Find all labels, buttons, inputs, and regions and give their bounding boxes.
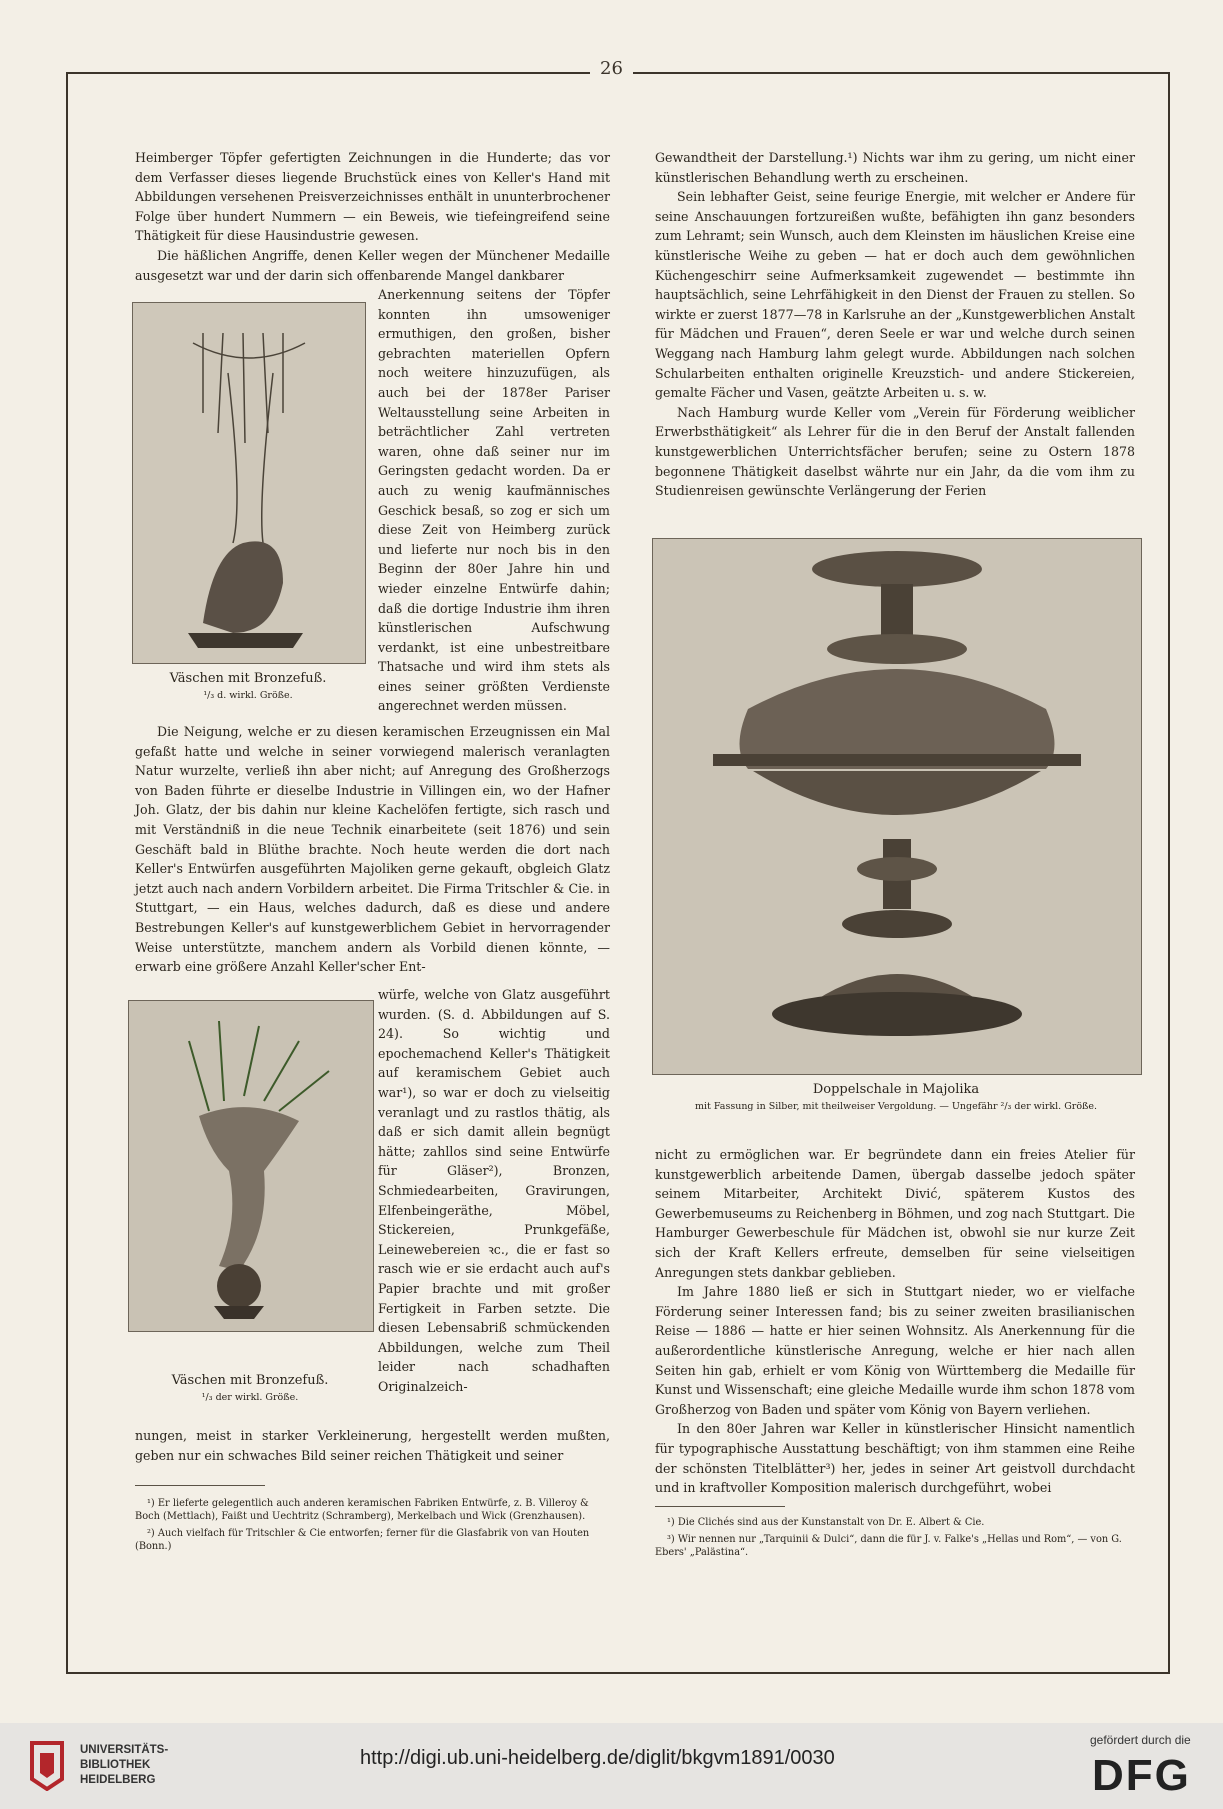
left-column-top [135, 148, 610, 285]
figure3-subcaption: mit Fassung in Silber, mit theilweiser Vergoldung. — Ungefähr ²/₃ der wirkl. Größe. [694, 1101, 1098, 1112]
footnote-rule [655, 1506, 785, 1507]
paragraph: nungen, meist in starker Verkleinerung, hergestellt werden mußten, geben nur ein schwaches Bild seiner reichen Thätigkeit und seiner [135, 1428, 610, 1463]
paragraph: Heimberger Töpfer gefertigten Zeichnungen in die Hunderte; das vor dem Verfasser dieses liegende Bruchstück eines von Keller's Hand mit Abbildungen versehenen Preisverzeichnisses enthält in ununterbrochener Folge über hundert Nummern — ein Beweis, wie tiefeingreifend seine Thätigkeit für diese Hausindustrie gewesen. [135, 150, 610, 244]
paragraph: Im Jahre 1880 ließ er sich in Stuttgart nieder, wo er vielfache Förderung seiner Interessen fand; bis zu seiner zweiten brasilianischen Reise — 1886 — hatte er hier seinen Wohnsitz. Als Anerkennung für die außerordentliche künstlerische Anregung, welche er hier nach allen Seiten hin gab, erhielt er vom König von Württemberg die Medaille für Kunst und Wissenschaft; eine gleiche Medaille wurde ihm schon 1878 vom Großherzog von Baden und später vom König von Bayern verliehen. [655, 1284, 1135, 1417]
left-column-middle [135, 722, 610, 977]
right-column-bottom [655, 1145, 1135, 1498]
left-column-wrap-1 [378, 285, 610, 716]
page-number: 26 [590, 58, 633, 79]
vase-dolphin-illustration [133, 303, 365, 663]
figure2-scale: ¹/₃ der wirkl. Größe. [201, 1392, 299, 1403]
left-column-wrap-2 [378, 985, 610, 1396]
right-column-top [655, 148, 1135, 501]
paragraph: In den 80er Jahren war Keller in künstlerischer Hinsicht namentlich für typographische Ausstattung beschäftigt; von ihm stammen eine Reihe der schönsten Titelblätter³) her, jedes in seiner Art geistvoll durchdacht und in kraftvoller Komposition malerisch durchgeführt, wobei [655, 1421, 1135, 1496]
funded-by-label: gefördert durch die [1090, 1733, 1191, 1747]
paragraph: Sein lebhafter Geist, seine feurige Energie, mit welcher er Andere für seine Anschauungen fortzureißen wußte, befähigten ihn ganz besonders zum Lehramt; sein Wunsch, auch dem Kleinsten im häuslichen Kreise eine künstlerische Weihe zu geben — hat er doch auch dem gewöhnlichen Küchengeschirr seine Aufmerksamkeit zugewendet — bestimmte ihn hauptsächlich, seine Lehrfähigkeit in den Dienst der Frauen zu stellen. So wirkte er zuerst 1877—78 in Karlsruhe an der „Kunstgewerblichen Anstalt für Mädchen und Frauen“, deren Seele er war und welche durch seinen Weggang nach Hamburg lahm gelegt wurde. Abbildungen nach solchen Schularbeiten enthalten originelle Kreuzstich- und andere Stickereien, gemalte Fächer und Vasen, geätzte Arbeiten u. s. w. [655, 189, 1135, 401]
source-url-link[interactable]: http://digi.ub.uni-heidelberg.de/diglit/bkgvm1891/0030 [360, 1747, 835, 1769]
paragraph: nicht zu ermöglichen war. Er begründete dann ein freies Atelier für kunstgewerblich arbeitende Damen, übergab dasselbe jedoch später seinem Mitarbeiter, Architekt Divić, späterem Kustos des Gewerbemuseums zu Reichenberg in Böhmen, und zog nach Stuttgart. Die Hamburger Gewerbeschule für Mädchen ist, obwohl sie nur kurze Zeit sich der Kraft Kellers erfreute, demselben für seine vielseitigen Anregungen stets dankbar geblieben. [655, 1147, 1135, 1280]
footnote: ¹) Er lieferte gelegentlich auch anderen keramischen Fabriken Entwürfe, z. B. Villeroy & Boch (Mettlach), Faißt und Uechtritz (Schramberg), Merkelbach und Wick (Grenzhausen). [135, 1498, 589, 1522]
paragraph: würfe, welche von Glatz ausgeführt wurden. (S. d. Abbildungen auf S. 24). So wichtig und epochemachend Keller's Thätigkeit auf keramischem Gebiet auch war¹), so war er doch zu vielseitig veranlagt und zu rastlos thätig, als daß er sich damit allein begnügt hätte; zahllos sind seine Entwürfe für Gläser²), Bronzen, Schmiedearbeiten, Gravirungen, Elfenbeingeräthe, Möbel, Stickereien, Prunkgefäße, Leinewebereien ꝛc., die er fast so rasch wie er sie erdacht auch auf's Papier brachte und mit großer Fertigkeit in Farben setzte. Die diesen Lebensabriß schmückenden Abbildungen, welche zum Theil leider nach schadhaften Originalzeich- [378, 987, 610, 1394]
figure-vase-dolphin [132, 302, 366, 664]
vase-horn-illustration [129, 1001, 373, 1331]
paragraph: Gewandtheit der Darstellung.¹) Nichts war ihm zu gering, um nicht einer künstlerischen Behandlung werth zu erscheinen. [655, 150, 1135, 185]
footnotes-right [655, 1516, 1135, 1563]
footnote: ²) Auch vielfach für Tritschler & Cie entworfen; ferner für die Glasfabrik von van Houten (Bonn.) [135, 1528, 590, 1552]
figure3-caption: Doppelschale in Majolika [812, 1082, 980, 1097]
footnote: ³) Wir nennen nur „Tarquinii & Dulci“, dann die für J. v. Falke's „Hellas und Rom“, — von G. Ebers' „Palästina“. [655, 1534, 1122, 1558]
paragraph: Die häßlichen Angriffe, denen Keller wegen der Münchener Medaille ausgesetzt war und der darin sich offenbarende Mangel dankbarer [135, 247, 610, 283]
figure2-caption: Väschen mit Bronzefuß. [171, 1373, 329, 1388]
footnote: ¹) Die Clichés sind aus der Kunstanstalt von Dr. E. Albert & Cie. [667, 1517, 985, 1528]
dfg-logo: DFG [1092, 1751, 1191, 1800]
figure-vase-horn [128, 1000, 374, 1332]
paragraph: Die Neigung, welche er zu diesen keramischen Erzeugnissen ein Mal gefaßt hatte und welche in seiner vorwiegend malerisch veranlagten Natur wurzelte, verließ ihn aber nicht; auf Anregung des Großherzogs von Baden führte er dieselbe Industrie in Villingen ein, wo der Hafner Joh. Glatz, der bis dahin nur kleine Kachelöfen fertigte, sich rasch und mit Verständniß in die neue Technik einarbeitete (seit 1876) und sein Geschäft bald in Blüthe brachte. Noch heute werden die dort nach Keller's Entwürfen ausgeführten Majoliken gerne gekauft, obgleich Glatz jetzt auch nach andern Vorbildern arbeitet. Die Firma Tritschler & Cie. in Stuttgart, — ein Haus, welches dadurch, daß es diese und andere Bestrebungen Keller's auf kunstgewerblichem Gebiet in hervorragender Weise unterstützte, manchem andern als Vorbild dienen könnte, — erwarb eine größere Anzahl Keller'scher Ent- [135, 724, 610, 975]
digitization-footer [0, 1723, 1223, 1809]
figure-double-bowl [652, 538, 1142, 1075]
left-column-tail [135, 1426, 610, 1465]
paragraph: Anerkennung seitens der Töpfer konnten ihn umsoweniger ermuthigen, den großen, bisher gebrachten materiellen Opfern noch weitere hinzuzufügen, als auch bei der 1878er Pariser Weltausstellung seine Arbeiten in beträchtlicher Zahl vertreten waren, ohne daß seiner nur im Geringsten gedacht worden. Da er auch zu wenig kaufmännisches Geschick besaß, so zog er sich um diese Zeit von Heimberg zurück und lieferte nur noch bis in den Beginn der 80er Jahre hin und wieder einzelne Entwürfe dahin; daß die dortige Industrie ihm ihren künstlerischen Aufschwung verdankt, ist eine unbestreitbare Thatsache und wird ihm stets als eines seiner größten Verdienste angerechnet werden müssen. [378, 287, 610, 714]
footnotes-left [135, 1497, 610, 1557]
paragraph: Nach Hamburg wurde Keller vom „Verein für Förderung weiblicher Erwerbsthätigkeit“ als Lehrer für die in den Beruf der Anstalt fallenden kunstgewerblichen Unterrichtsfächer berufen; seine zu Ostern 1878 begonnene Thätigkeit daselbst währte nur ein Jahr, da die vom ihm zu Studienreisen gewünschte Verlängerung der Ferien [655, 404, 1135, 499]
library-name: UNIVERSITÄTS- BIBLIOTHEK HEIDELBERG [80, 1744, 169, 1786]
figure1-caption: Väschen mit Bronzefuß. [169, 671, 327, 686]
footnote-rule [135, 1485, 265, 1486]
university-library-logo-icon [24, 1739, 70, 1791]
double-bowl-illustration [653, 539, 1141, 1074]
figure1-scale: ¹/₃ d. wirkl. Größe. [203, 690, 293, 701]
